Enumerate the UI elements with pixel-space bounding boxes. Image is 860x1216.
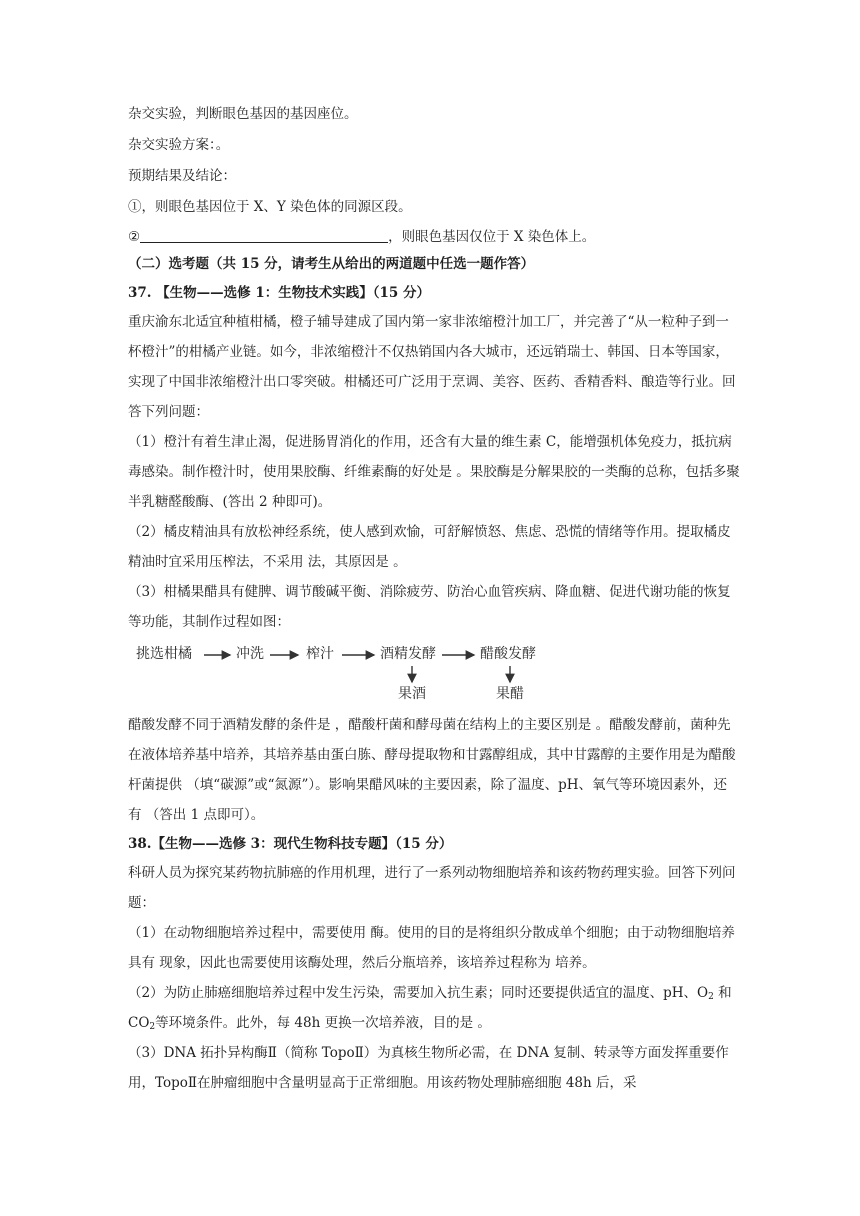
subscript: 2	[149, 1022, 156, 1032]
flow-step: 酒精发酵	[380, 646, 436, 662]
flow-output: 果酒	[398, 686, 426, 702]
circled-number: ②	[128, 229, 141, 245]
question-38-part-1: （1）在动物细胞培养过程中，需要使用 酶。使用的目的是将组织分散成单个细胞；由于动物细胞培养具有 现象，因此也需要使用该酶处理，然后分瓶培养，该培养过程称为 培养。	[128, 925, 735, 971]
text-line: 预期结果及结论：	[128, 168, 236, 184]
text-line: 杂交实验，判断眼色基因的基因座位。	[128, 106, 358, 122]
flow-step: 榨汁	[306, 646, 334, 662]
text-line: 杂交实验方案：。	[128, 137, 230, 153]
question-37-part-1: （1）橙汁有着生津止渴，促进肠胃消化的作用，还含有大量的维生素 C，能增强机体免疫力，抵抗病毒感染。制作橙汁时，使用果胶酶、纤维素酶的好处是 。果胶酶是分解果胶的一类酶的总称，包括多聚半乳糖醛酸酶、(答出 2 种即可)。	[128, 434, 740, 510]
subscript: 2	[708, 992, 714, 1002]
question-37-part-2: （2）橘皮精油具有放松神经系统，使人感到欢愉，可舒解愤怒、焦虑、恐慌的情绪等作用。提取橘皮精油时宜采用压榨法，不采用 法，其原因是 。	[128, 524, 731, 570]
text-fragment: （2）为防止肺癌细胞培养过程中发生污染，需要加入抗生素；同时还要提供适宜的温度、pH、O	[128, 985, 709, 1001]
question-38-heading: 38.【生物——选修 3：现代生物科技专题】（15 分）	[128, 836, 453, 852]
text-line: ①，则眼色基因位于 X、Y 染色体的同源区段。	[128, 199, 412, 215]
section-heading: （二）选考题（共 15 分，请考生从给出的两道题中任选一题作答）	[128, 256, 535, 272]
process-flow-diagram	[128, 636, 568, 710]
question-37-heading: 37. 【生物——选修 1：生物技术实践】（15 分）	[128, 285, 431, 301]
text-line-with-blank	[128, 226, 595, 247]
flow-step: 醋酸发酵	[480, 646, 536, 662]
question-38-intro: 科研人员为探究某药物抗肺癌的作用机理，进行了一系列动物细胞培养和该药物药理实验。回答下列问题：	[128, 865, 736, 911]
question-37-part-3: （3）柑橘果醋具有健脾、调节酸碱平衡、消除疲劳、防治心血管疾病、降血糖、促进代谢功能的恢复等功能，其制作过程如图：	[128, 584, 731, 630]
text-fragment: 和 CO	[128, 985, 732, 1031]
question-37-part-4: 醋酸发酵不同于酒精发酵的条件是 ，醋酸杆菌和酵母菌在结构上的主要区别是 。醋酸发酵前，菌种先在液体培养基中培养，其培养基由蛋白胨、酵母提取物和甘露醇组成，其中甘露醇的主要作用是为醋酸杆菌提供 （填“碳源”或“氮源”）。影响果醋风味的主要因素，除了温度、pH、氧气等环境因素外，还有 （答出 1 点即可）。	[128, 717, 736, 823]
question-38-part-3: （3）DNA 拓扑异构酶Ⅱ（简称 TopoⅡ）为真核生物所必需，在 DNA 复制、转录等方面发挥重要作用，TopoⅡ在肿瘤细胞中含量明显高于正常细胞。用该药物处理肺癌细胞 48h 后，采	[128, 1045, 729, 1091]
answer-blank	[140, 226, 388, 243]
question-38-part-2	[128, 978, 740, 1038]
question-37-intro: 重庆渝东北适宜种植柑橘，橙子辅导建成了国内第一家非浓缩橙汁加工厂，并完善了“从一粒种子到一杯橙汁”的柑橘产业链。如今，非浓缩橙汁不仅热销国内各大城市，还远销瑞士、韩国、日本等国家，实现了中国非浓缩橙汁出口零突破。柑橘还可广泛用于烹调、美容、医药、香精香料、酿造等行业。回答下列问题：	[128, 314, 736, 420]
text-fragment: 等环境条件。此外，每 48h 更换一次培养液，目的是 。	[155, 1015, 491, 1031]
flow-step: 冲洗	[236, 646, 264, 662]
flow-step: 挑选柑橘	[136, 646, 192, 662]
flow-output: 果醋	[496, 686, 524, 702]
text-fragment: ，则眼色基因仅位于 X 染色体上。	[388, 229, 596, 245]
